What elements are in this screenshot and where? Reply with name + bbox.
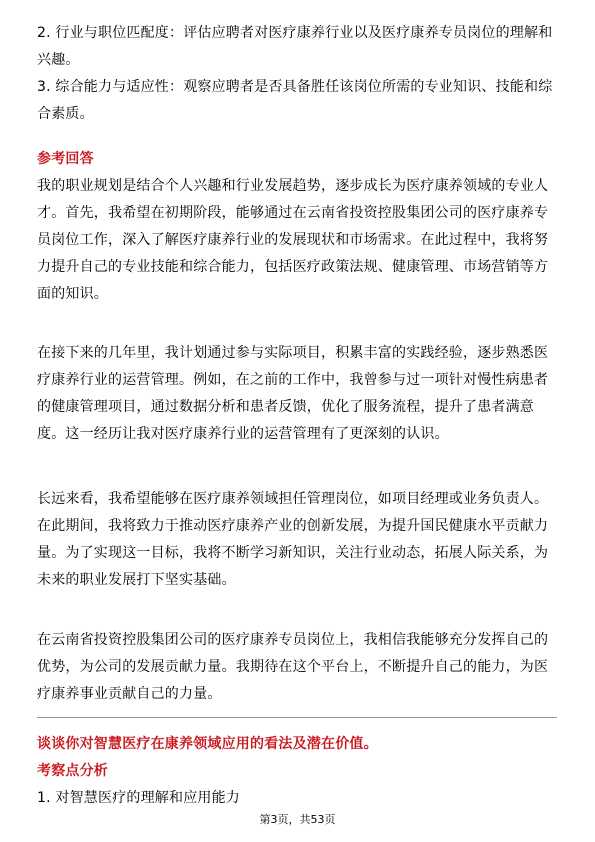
answer-p4-line-1: 在云南省投资控股集团公司的医疗康养专员岗位上，我相信我能够充分发挥自己的 [37,632,549,648]
reference-answer-heading: 参考回答 [37,151,94,167]
answer-p3-line-2: 在此期间，我将致力于推动医疗康养产业的创新发展，为提升国民健康水平贡献力 [37,518,549,534]
criteria-item-2-line-1: 2. 行业与职位匹配度：评估应聘者对医疗康养行业以及医疗康养专员岗位的理解和 [37,25,553,41]
criteria-list [37,20,557,128]
answer-p2-line-4: 度。这一经历让我对医疗康养行业的运营管理有了更深刻的认识。 [37,426,449,442]
answer-p1-line-4: 力提升自己的专业技能和综合能力，包括医疗政策法规、健康管理、市场营销等方 [37,259,549,275]
answer-p1-line-2: 才。首先，我希望在初期阶段，能够通过在云南省投资控股集团公司的医疗康养专 [37,205,549,221]
answer-p4-line-3: 疗康养事业贡献自己的力量。 [37,686,222,702]
answer-p2-line-2: 疗康养行业的运营管理。例如，在之前的工作中，我曾参与过一项针对慢性病患者 [37,372,549,388]
next-question-section [37,731,557,812]
criteria-item-3-line-2: 合素质。 [37,106,94,122]
answer-paragraph-4 [37,627,557,708]
answer-p3-line-1: 长远来看，我希望能够在医疗康养领域担任管理岗位，如项目经理或业务负责人。 [37,491,549,507]
criteria-item-2-line-2: 兴趣。 [37,52,80,68]
answer-p3-line-4: 未来的职业发展打下坚实基础。 [37,572,236,588]
answer-p2-line-1: 在接下来的几年里，我计划通过参与实际项目，积累丰富的实践经验，逐步熟悉医 [37,345,549,361]
answer-p1-line-1: 我的职业规划是结合个人兴趣和行业发展趋势，逐步成长为医疗康养领域的专业人 [37,178,549,194]
criteria-item-3-line-1: 3. 综合能力与适应性：观察应聘者是否具备胜任该岗位所需的专业知识、技能和综 [37,79,553,95]
answer-p4-line-2: 优势，为公司的发展贡献力量。我期待在这个平台上，不断提升自己的能力，为医 [37,659,549,675]
page-number: 第3页，共53页 [259,813,336,826]
answer-p2-line-3: 的健康管理项目，通过数据分析和患者反馈，优化了服务流程，提升了患者满意 [37,399,534,415]
analysis-item-1: 1. 对智慧医疗的理解和应用能力 [37,790,241,806]
analysis-heading: 考察点分析 [37,763,108,779]
question-title: 谈谈你对智慧医疗在康养领域应用的看法及潜在价值。 [37,736,378,752]
answer-paragraph-3 [37,486,557,594]
answer-paragraph-2 [37,340,557,448]
answer-p3-line-3: 量。为了实现这一目标，我将不断学习新知识，关注行业动态，拓展人际关系，为 [37,545,549,561]
reference-answer [37,146,557,308]
answer-p1-line-5: 面的知识。 [37,286,108,302]
section-divider [37,717,557,718]
answer-p1-line-3: 员岗位工作，深入了解医疗康养行业的发展现状和市场需求。在此过程中，我将努 [37,232,549,248]
